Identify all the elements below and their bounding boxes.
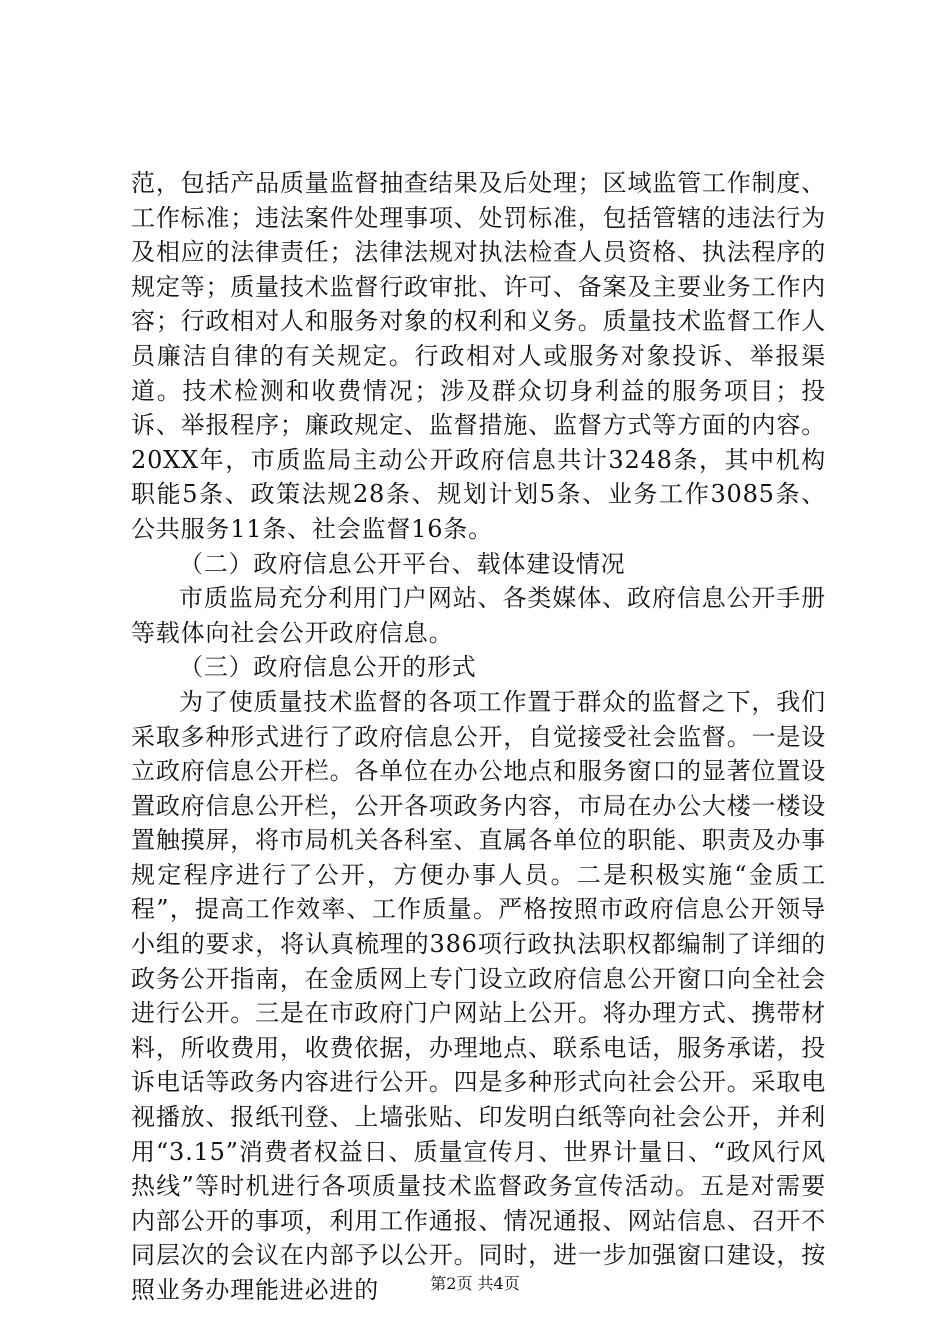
paragraph-forms: 为了使质量技术监督的各项工作置于群众的监督之下，我们采取多种形式进行了政府信息公开，自觉接受社会监督。一是设立政府信息公开栏。各单位在办公地点和服务窗口的显著位置设置政府信息公开栏，公开各项政务内容，市局在办公大楼一楼设置触摸屏，将市局机关各科室、直属各单位的职能、职责及办事规定程序进行了公开，方便办事人员。二是积极实施“金质工程”，提高工作效率、工作质量。严格按照市政府信息公开领导小组的要求，将认真梳理的386项行政执法职权都编制了详细的政务公开指南，在金质网上专门设立政府信息公开窗口向全社会进行公开。三是在市政府门户网站上公开。将办理方式、携带材料，所收费用，收费依据，办理地点、联系电话，服务承诺，投诉电话等政务内容进行公开。四是多种形式向社会公开。采取电视播放、报纸刊登、上墙张贴、印发明白纸等向社会公开，并利用“3.15”消费者权益日、质量宣传月、世界计量日、“政风行风热线”等时机进行各项质量技术监督政务宣传活动。五是对需要内部公开的事项，利用工作通报、情况通报、网站信息、召开不同层次的会议在内部予以公开。同时，进一步加强窗口建设，按照业务办理能进必进的: [131, 687, 826, 1304]
paragraph-continuation: 范，包括产品质量监督抽查结果及后处理；区域监管工作制度、工作标准；违法案件处理事项、处罚标准，包括管辖的违法行为及相应的法律责任；法律法规对执法检查人员资格、执法程序的规定等；质量技术监督行政审批、许可、备案及主要业务工作内容；行政相对人和服务对象的权利和义务。质量技术监督工作人员廉洁自律的有关规定。行政相对人或服务对象投诉、举报渠道。技术检测和收费情况；涉及群众切身利益的服务项目；投诉、举报程序；廉政规定、监督措施、监督方式等方面的内容。20XX年，市质监局主动公开政府信息共计3248条，其中机构职能5条、政策法规28条、规划计划5条、业务工作3085条、公共服务11条、社会监督16条。: [131, 169, 826, 543]
paragraph-platform: 市质监局充分利用门户网站、各类媒体、政府信息公开手册等载体向社会公开政府信息。: [131, 584, 826, 647]
section-heading-platform: （二）政府信息公开平台、载体建设情况: [179, 549, 626, 578]
document-body: [131, 166, 826, 1308]
section-heading-forms: （三）政府信息公开的形式: [179, 653, 477, 682]
page-number-footer: 第2页 共4页: [430, 1274, 520, 1293]
